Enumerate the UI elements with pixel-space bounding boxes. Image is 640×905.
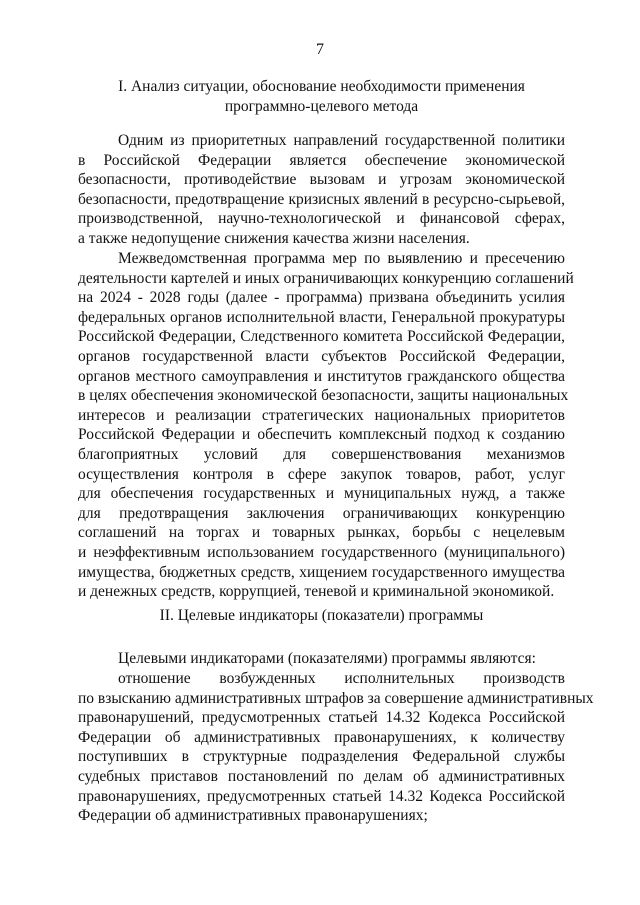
paragraph-line: интересов и реализации стратегических национальных приоритетов xyxy=(78,406,565,424)
section-2-heading xyxy=(78,606,565,626)
section-2-intro xyxy=(78,649,565,669)
paragraph-line: в целях обеспечения экономической безопасности, защиты национальных xyxy=(78,387,569,405)
paragraph-line: безопасности, предотвращение кризисных явлений в ресурсно-сырьевой, xyxy=(78,190,565,208)
paragraph-line: Российской Федерации, Следственного комитета Российской Федерации, xyxy=(78,328,565,346)
paragraph-line: для предотвращения заключения ограничивающих конкуренцию xyxy=(78,504,565,522)
paragraph-line: Одним из приоритетных направлений государственной политики xyxy=(118,132,565,149)
section-1-paragraph-2 xyxy=(78,249,574,602)
paragraph-line: правонарушениях, предусмотренных статьей 14.32 Кодекса Российской xyxy=(78,787,565,805)
paragraph-line: а также недопущение снижения качества жизни населения. xyxy=(78,229,470,247)
paragraph-line: на 2024 - 2028 годы (далее - программа) призвана объединить усилия xyxy=(78,289,565,307)
paragraph-line: федеральных органов исполнительной власти, Генеральной прокуратуры xyxy=(78,308,565,326)
paragraph-line: судебных приставов постановлений по делам об административных xyxy=(78,767,565,785)
section-2-item-1 xyxy=(78,669,594,826)
paragraph-line: осуществления контроля в сфере закупок товаров, работ, услуг xyxy=(78,465,565,483)
paragraph-line: органов государственной власти субъектов Российской Федерации, xyxy=(78,347,565,365)
paragraph-line: Федерации об административных правонарушениях; xyxy=(78,807,428,825)
paragraph-line: производственной, научно-технологической и финансовой сферах, xyxy=(78,210,565,228)
paragraph-line: в Российской Федерации является обеспечение экономической xyxy=(78,151,565,169)
paragraph-line: безопасности, противодействие вызовам и угрозам экономической xyxy=(78,171,565,189)
paragraph-line: Российской Федерации и обеспечить комплексный подход к созданию xyxy=(78,426,565,444)
paragraph-line: поступивших в структурные подразделения Федеральной службы xyxy=(78,748,565,766)
paragraph-line: имущества, бюджетных средств, хищением государственного имущества xyxy=(78,563,565,581)
paragraph-line: правонарушений, предусмотренных статьей 14.32 Кодекса Российской xyxy=(78,709,565,727)
section-1-paragraph-1 xyxy=(78,131,565,249)
paragraph-line: Целевыми индикаторами (показателями) программы являются: xyxy=(118,650,536,667)
paragraph-line: деятельности картелей и иных ограничивающих конкуренцию соглашений xyxy=(78,269,574,287)
paragraph-line: Межведомственная программа мер по выявлению и пресечению xyxy=(118,250,565,267)
page-number: 7 xyxy=(316,41,324,58)
section-1-heading-line: I. Анализ ситуации, обоснование необходимости применения xyxy=(118,78,525,95)
paragraph-line: благоприятных условий для совершенствования механизмов xyxy=(78,445,565,463)
paragraph-line: по взысканию административных штрафов за совершение административных xyxy=(78,689,594,707)
section-1-heading xyxy=(78,77,565,116)
paragraph-line: соглашений на торгах и товарных рынках, борьбы с нецелевым xyxy=(78,524,565,542)
paragraph-line: органов местного самоуправления и институтов гражданского общества xyxy=(78,367,565,385)
paragraph-line: для обеспечения государственных и муниципальных нужд, а также xyxy=(78,485,565,503)
paragraph-line: и неэффективным использованием государственного (муниципального) xyxy=(78,543,565,561)
paragraph-line: Федерации об административных правонарушениях, к количеству xyxy=(78,728,565,746)
section-1-heading-line: программно-целевого метода xyxy=(224,97,419,115)
paragraph-line: и денежных средств, коррупцией, теневой и криминальной экономикой. xyxy=(78,583,555,601)
paragraph-line: отношение возбужденных исполнительных производств xyxy=(118,670,565,687)
section-2-heading-text: II. Целевые индикаторы (показатели) программы xyxy=(159,607,484,624)
